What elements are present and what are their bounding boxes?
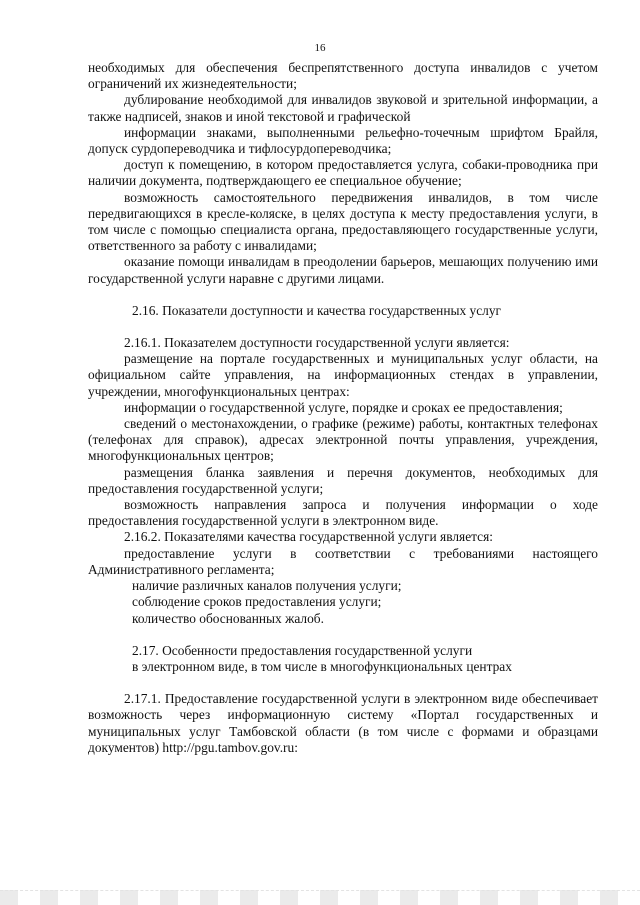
paragraph: размещение на портале государственных и муниципальных услуг области, на официальном сайте управления, на информационных стендах в управлении, учреждении, многофункциональных центрах:	[88, 351, 598, 399]
paragraph: 2.16.2. Показателями качества государственной услуги является:	[124, 529, 493, 545]
spacer	[88, 675, 598, 691]
paragraph: дублирование необходимой для инвалидов звуковой и зрительной информации, а также надписей, знаков и иной текстовой и графической	[88, 92, 598, 124]
section-heading: 2.16. Показатели доступности и качества государственных услуг	[132, 302, 502, 318]
paragraph: предоставление услуги в соответствии с требованиями настоящего Административного регламента;	[88, 545, 598, 577]
paragraph: количество обоснованных жалоб.	[132, 610, 324, 626]
paragraph: соблюдение сроков предоставления услуги;	[132, 594, 382, 610]
paragraph: информации о государственной услуге, порядке и сроках ее предоставления;	[124, 399, 563, 415]
paragraph: размещения бланка заявления и перечня документов, необходимых для предоставления государственной услуги;	[88, 464, 598, 496]
paragraph: 2.16.1. Показателем доступности государственной услуги является:	[124, 335, 510, 351]
paragraph: необходимых для обеспечения беспрепятственного доступа инвалидов с учетом ограничений их жизнедеятельности;	[88, 60, 598, 92]
paragraph: возможность самостоятельного передвижения инвалидов, в том числе передвигающихся в кресле-коляске, в целях доступа к месту предоставления услуги, в том числе с помощью специалиста органа, предоставляющего государственные услуги, ответственного за работу с инвалидами;	[88, 189, 598, 254]
section-heading: 2.17. Особенности предоставления государственной услуги	[132, 642, 473, 658]
paragraph: оказание помощи инвалидам в преодолении барьеров, мешающих получению ими государственной услуги наравне с другими лицами.	[88, 254, 598, 286]
paragraph: сведений о местонахождении, о графике (режиме) работы, контактных телефонах (телефонах для справок), адресах электронной почты управления, учреждения, многофункциональных центров;	[88, 416, 598, 464]
spacer	[88, 319, 598, 335]
paragraph: доступ к помещению, в котором предоставляется услуга, собаки-проводника при наличии документа, подтверждающего ее специальное обучение;	[88, 157, 598, 189]
spacer	[88, 287, 598, 303]
paragraph: 2.17.1. Предоставление государственной услуги в электронном виде обеспечивает возможность через информационную систему «Портал государственных и муниципальных услуг Тамбовской области (в том числе с формами и образцами документов) http://pgu.tambov.gov.ru:	[88, 691, 598, 755]
page-number: 16	[314, 42, 326, 54]
document-body	[88, 60, 598, 756]
scan-artifact-strip	[0, 890, 640, 905]
paragraph: наличие различных каналов получения услуги;	[132, 578, 402, 594]
paragraph: информации знаками, выполненными рельефно-точечным шрифтом Брайля, допуск сурдопереводчика и тифлосурдопереводчика;	[88, 124, 598, 157]
section-heading: в электронном виде, в том числе в многофункциональных центрах	[132, 658, 512, 674]
paragraph: возможность направления запроса и получения информации о ходе предоставления государственной услуги в электронном виде.	[88, 497, 598, 529]
spacer	[88, 627, 598, 643]
